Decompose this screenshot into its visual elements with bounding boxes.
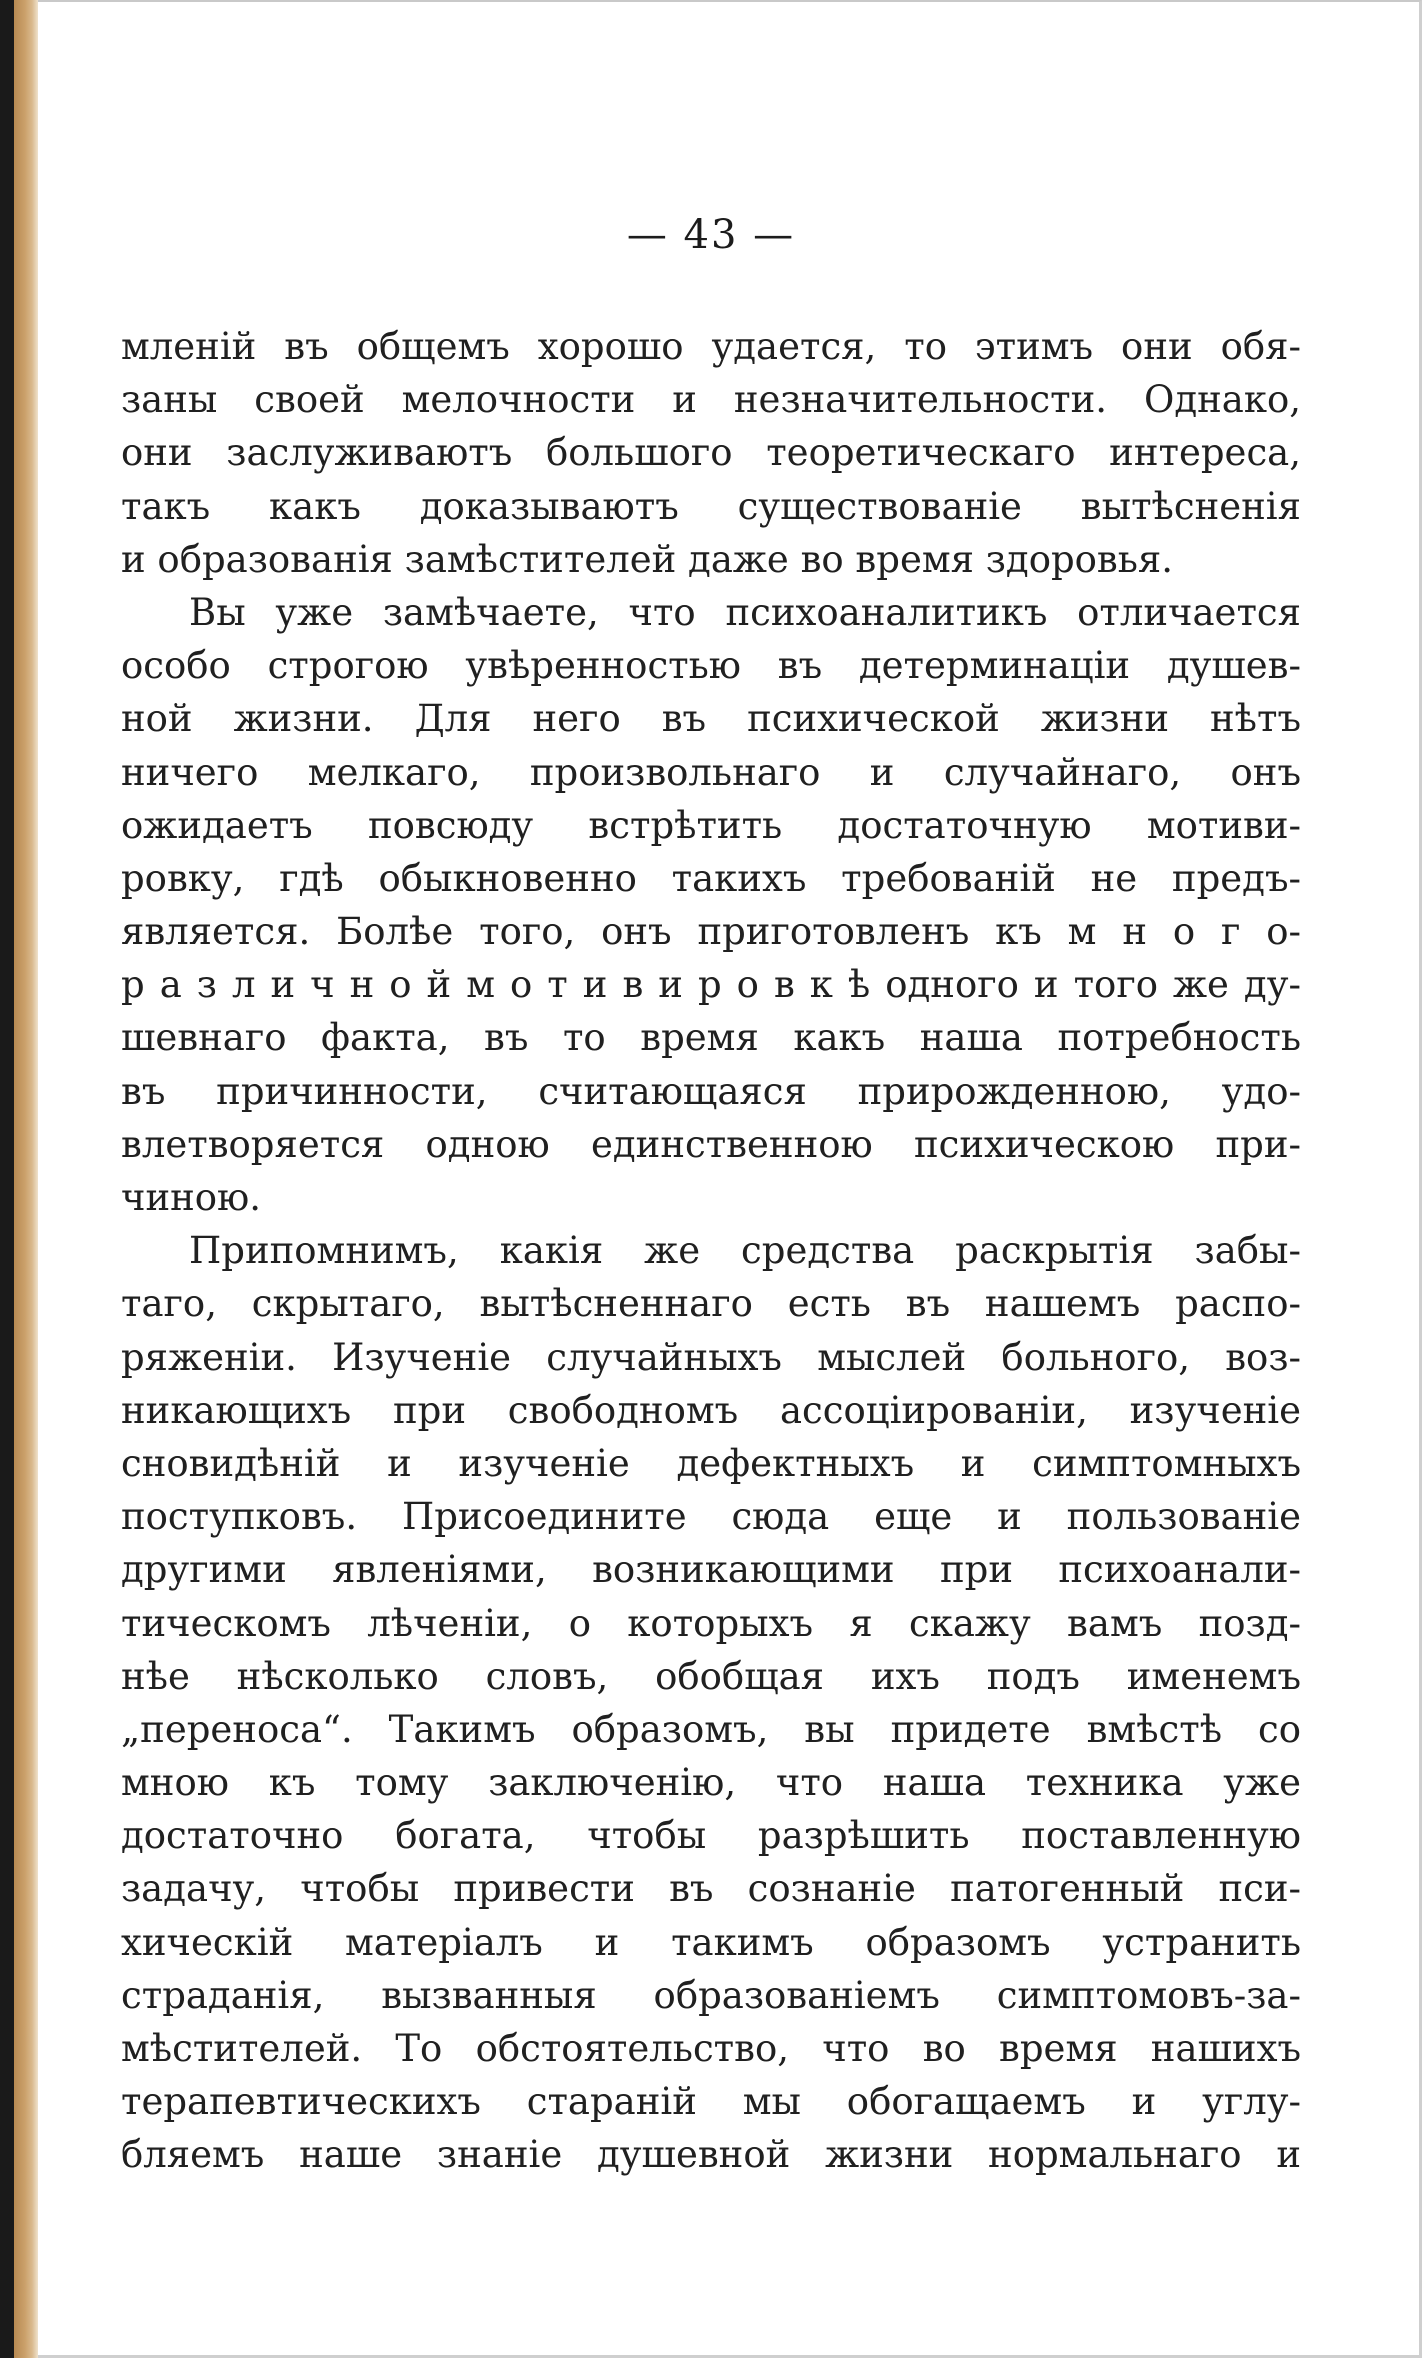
- text-line: мѣстителей. То обстоятельство, что во время нашихъ: [121, 2027, 1301, 2070]
- text-line: Вы уже замѣчаете, что психоаналитикъ отличается: [189, 590, 1301, 634]
- text-line: р а з л и ч н о й м о т и в и р о в к ѣ одного и того же ду-: [121, 963, 1301, 1007]
- text-line: никающихъ при свободномъ ассоціированіи, изученіе: [121, 1388, 1301, 1432]
- text-line: тическомъ лѣченіи, о которыхъ я скажу вамъ позд-: [121, 1601, 1301, 1645]
- text-line: ной жизни. Для него въ психической жизни нѣтъ: [121, 697, 1301, 741]
- text-line: нѣе нѣсколько словъ, обобщая ихъ подъ именемъ: [121, 1654, 1301, 1698]
- text-line: чиною.: [121, 1176, 262, 1219]
- body-text: [121, 320, 1301, 2182]
- text-line: сновидѣній и изученіе дефектныхъ и симптомныхъ: [121, 1441, 1301, 1485]
- text-line: такъ какъ доказываютъ существованіе вытѣсненія: [121, 484, 1301, 528]
- book-edge-shadow: [0, 0, 14, 2358]
- text-line: хическій матеріалъ и такимъ образомъ устранить: [121, 1920, 1301, 1964]
- text-line: ровку, гдѣ обыкновенно такихъ требованій не предъ-: [121, 856, 1301, 900]
- text-line: задачу, чтобы привести въ сознаніе патогенный пси-: [121, 1867, 1301, 1911]
- text-line: они заслуживаютъ большого теоретическаго интереса,: [121, 431, 1301, 475]
- text-line: мленій въ общемъ хорошо удается, то этимъ они обя-: [121, 325, 1301, 368]
- text-line: заны своей мелочности и незначительности. Однако,: [121, 378, 1301, 422]
- text-line: Припомнимъ, какія же средства раскрытія забы-: [189, 1229, 1301, 1273]
- page-number: — 43 —: [626, 212, 796, 258]
- text-line: страданія, вызванныя образованіемъ симптомовъ-за-: [121, 1973, 1301, 2017]
- text-line: ожидаетъ повсюду встрѣтить достаточную мотиви-: [121, 803, 1301, 847]
- text-line: достаточно богата, чтобы разрѣшить поставленную: [121, 1814, 1301, 1858]
- text-line: бляемъ наше знаніе душевной жизни нормальнаго и: [121, 2133, 1301, 2177]
- text-line: терапевтическихъ стараній мы обогащаемъ и углу-: [121, 2080, 1301, 2124]
- text-line: ряженіи. Изученіе случайныхъ мыслей больного, воз-: [121, 1335, 1301, 1379]
- text-line: шевнаго факта, въ то время какъ наша потребность: [121, 1016, 1301, 1060]
- text-line: таго, скрытаго, вытѣсненнаго есть въ нашемъ распо-: [121, 1282, 1301, 1326]
- text-line: поступковъ. Присоедините сюда еще и пользованіе: [121, 1495, 1301, 1539]
- text-line: является. Болѣе того, онъ приготовленъ къ м н о г о-: [121, 910, 1301, 954]
- book-spine-edge: [14, 0, 38, 2358]
- text-line: мною къ тому заключенію, что наша техника уже: [121, 1761, 1301, 1805]
- text-line: и образованія замѣстителей даже во время здоровья.: [121, 537, 1174, 581]
- text-line: „переноса“. Такимъ образомъ, вы придете вмѣстѣ со: [121, 1707, 1301, 1751]
- text-line: ничего мелкаго, произвольнаго и случайнаго, онъ: [121, 750, 1301, 794]
- text-line: особо строгою увѣренностью въ детерминаціи душев-: [121, 644, 1301, 688]
- text-line: въ причинности, считающаяся прирожденною, удо-: [121, 1069, 1301, 1113]
- text-line: влетворяется одною единственною психическою при-: [121, 1122, 1301, 1166]
- text-line: другими явленіями, возникающими при психоанали-: [121, 1548, 1301, 1592]
